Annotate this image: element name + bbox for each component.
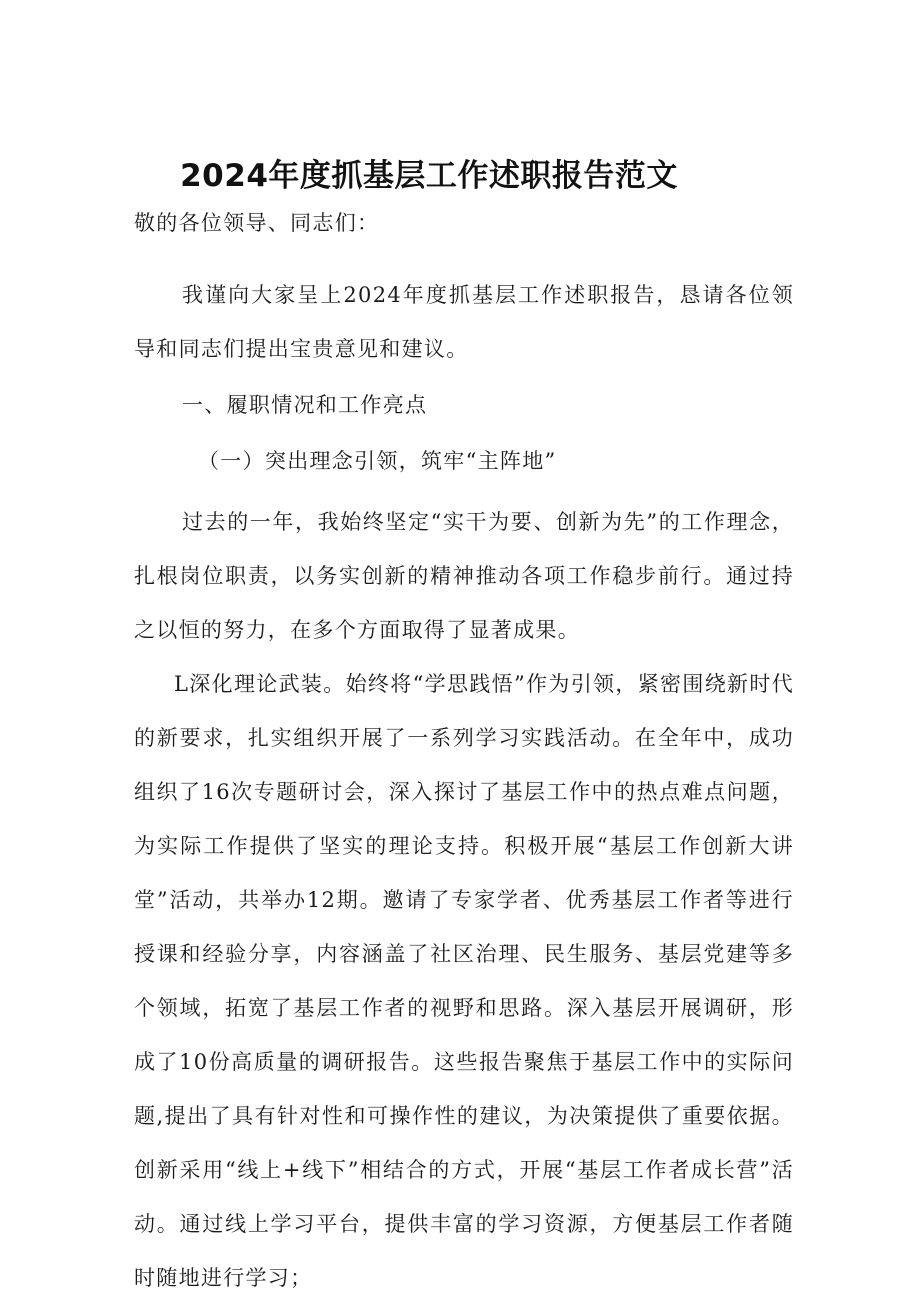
overview-paragraph: 过去的一年，我始终坚定“实干为要、创新为先”的工作理念，扎根岗位职责，以务实创新的精神推动各项工作稳步前行。通过持之以恒的努力，在多个方面取得了显著成果。 <box>134 510 794 642</box>
intro-paragraph: 我谨向大家呈上2024年度抓基层工作述职报告，恳请各位领导和同志们提出宝贵意见和建议。 <box>134 283 794 361</box>
salutation: 敬的各位领导、同志们： <box>134 211 380 235</box>
subsection-heading: （一）突出理念引领，筑牢“主阵地” <box>198 449 557 473</box>
theory-paragraph: L深化理论武装。始终将“学思践悟”作为引领，紧密围绕新时代的新要求，扎实组织开展了一系列学习实践活动。在全年中，成功组织了16次专题研讨会，深入探讨了基层工作中的热点难点问题，为实际工作提供了坚实的理论支持。积极开展“基层工作创新大讲堂”活动，共举办12期。邀请了专家学者、优秀基层工作者等进行授课和经验分享，内容涵盖了社区治理、民生服务、基层党建等多个领域，拓宽了基层工作者的视野和思路。深入基层开展调研，形成了10份高质量的调研报告。这些报告聚焦于基层工作中的实际问题,提出了具有针对性和可操作性的建议，为决策提供了重要依据。创新采用“线上+线下”相结合的方式，开展“基层工作者成长营”活动。通过线上学习平台，提供丰富的学习资源，方便基层工作者随时随地进行学习； <box>134 672 794 1290</box>
document-title: 2024年度抓基层工作述职报告范文 <box>180 158 678 194</box>
section-heading: 一、履职情况和工作亮点 <box>182 393 428 417</box>
